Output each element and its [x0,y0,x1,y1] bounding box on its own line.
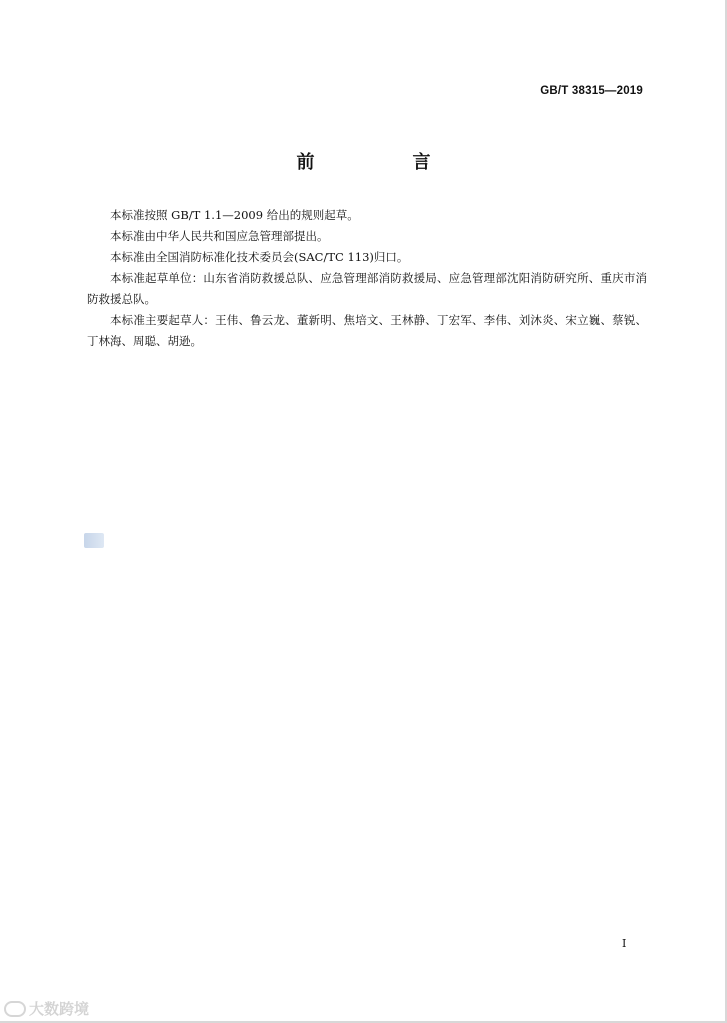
standard-code: GB/T 38315—2019 [540,85,643,97]
paragraph-drafting-units: 本标准起草单位：山东省消防救援总队、应急管理部消防救援局、应急管理部沈阳消防研究所、重庆市消防救援总队。 [87,271,647,306]
scan-mark [84,533,104,548]
paragraph-under-jurisdiction: 本标准由全国消防标准化技术委员会(SAC/TC 113)归口。 [110,250,409,264]
watermark-text: 大数跨境 [29,1000,90,1018]
paragraph-main-drafters: 本标准主要起草人：王伟、鲁云龙、董新明、焦培文、王林静、丁宏军、李伟、刘沐炎、宋立巍、蔡锐、丁林海、周聪、胡逊。 [87,313,647,348]
page-title: 前 言 [296,152,471,173]
page-number: I [622,937,627,950]
watermark [4,998,89,1019]
paragraph-drafting-rules: 本标准按照 GB/T 1.1—2009 给出的规则起草。 [110,208,359,222]
document-body [87,205,647,352]
watermark-logo-icon [4,1001,26,1017]
paragraph-proposed-by: 本标准由中华人民共和国应急管理部提出。 [110,229,329,243]
